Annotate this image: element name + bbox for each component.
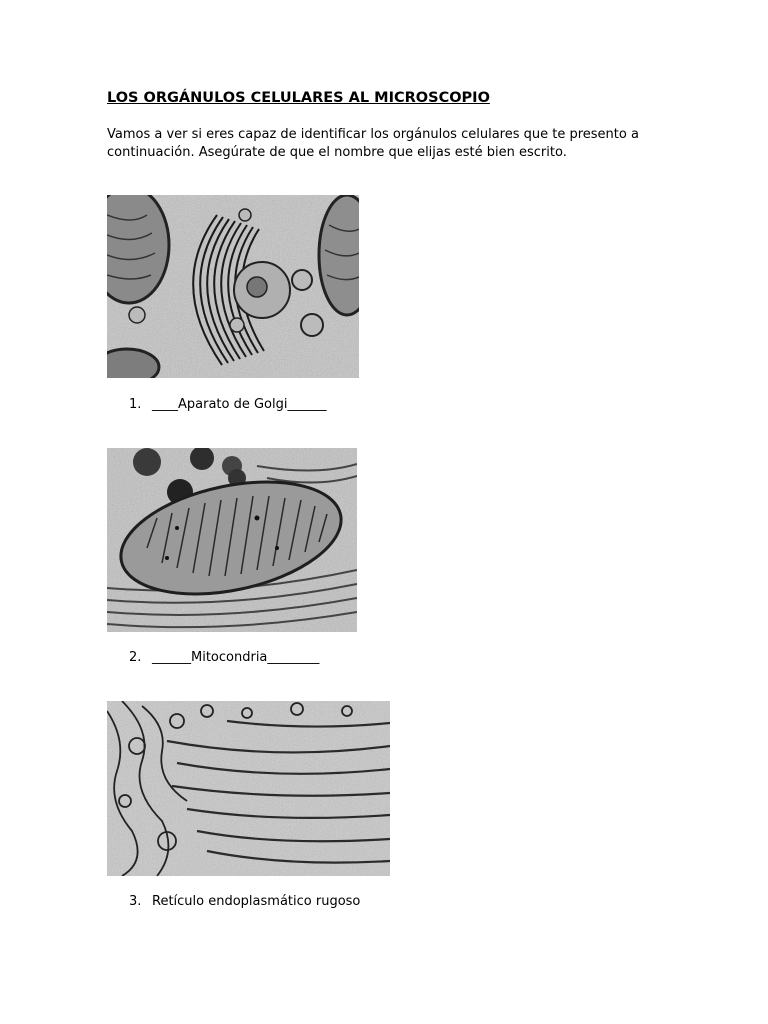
mitochondria-micrograph xyxy=(107,448,357,632)
item-3-number: 3. xyxy=(129,894,142,909)
item-1-number: 1. xyxy=(129,397,142,412)
item-1-answer: ____Aparato de Golgi______ xyxy=(152,397,327,412)
golgi-micrograph xyxy=(107,195,359,378)
item-3-caption xyxy=(129,894,360,909)
item-2-answer: ______Mitocondria________ xyxy=(152,650,320,665)
rough-er-micrograph xyxy=(107,701,390,876)
item-2-caption xyxy=(129,650,319,665)
item-2-number: 2. xyxy=(129,650,142,665)
item-3-answer: Retículo endoplasmático rugoso xyxy=(152,894,361,909)
instructions-paragraph: Vamos a ver si eres capaz de identificar los orgánulos celulares que te presento a continuación. Asegúrate de que el nombre que elijas esté bien escrito. xyxy=(107,127,639,160)
page-title: LOS ORGÁNULOS CELULARES AL MICROSCOPIO xyxy=(107,90,490,106)
item-1-caption xyxy=(129,397,327,412)
